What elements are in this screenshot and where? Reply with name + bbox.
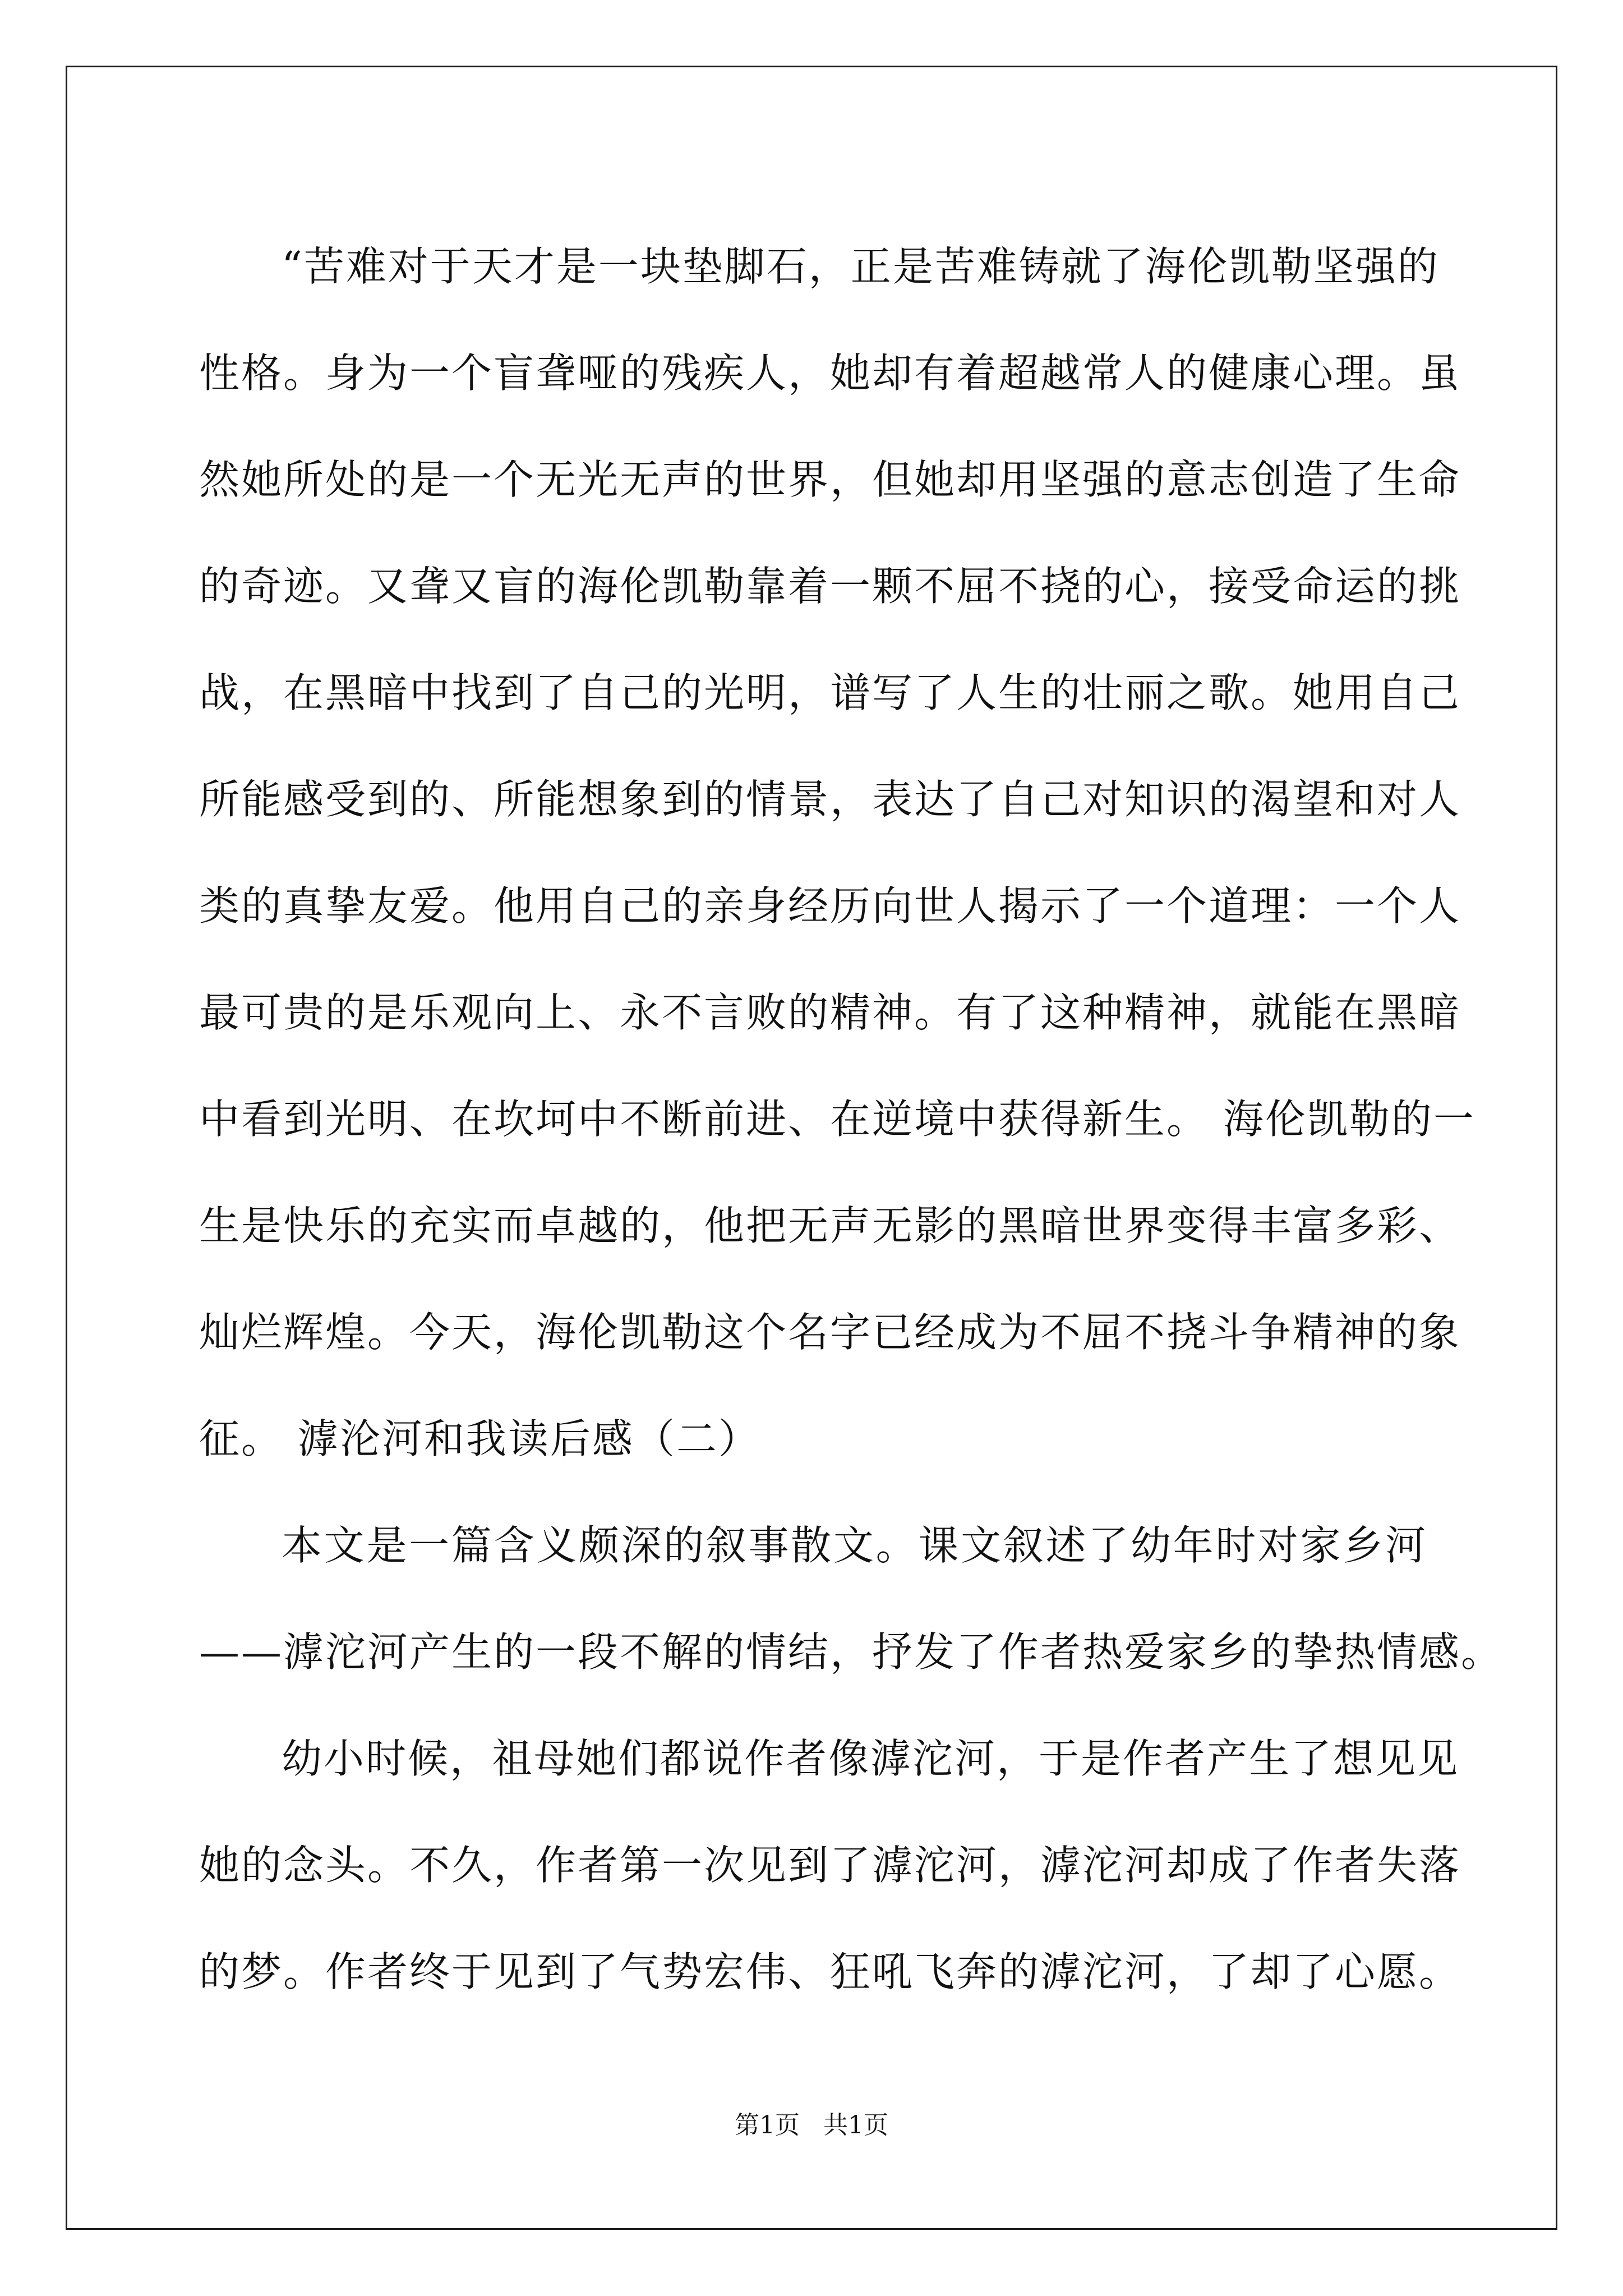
text-line: 中看到光明、在坎坷中不断前进、在逆境中获得新生。 海伦凯勒的一: [199, 1096, 1476, 1143]
text-line: 生是快乐的充实而卓越的，他把无声无影的黑暗世界变得丰富多彩、: [199, 1202, 1461, 1249]
text-line: 幼小时候，祖母她们都说作者像滹沱河，于是作者产生了想见见: [282, 1735, 1460, 1782]
text-line: 的奇迹。又聋又盲的海伦凯勒靠着一颗不屈不挠的心，接受命运的挑: [199, 563, 1461, 610]
text-line: 她的念头。不久，作者第一次见到了滹沱河，滹沱河却成了作者失落: [199, 1842, 1461, 1889]
text-line: 然她所处的是一个无光无声的世界，但她却用坚强的意志创造了生命: [199, 456, 1461, 503]
text-line: 灿烂辉煌。今天，海伦凯勒这个名字已经成为不屈不挠斗争精神的象: [199, 1309, 1461, 1356]
text-line: 最可贵的是乐观向上、永不言败的精神。有了这种精神，就能在黑暗: [199, 989, 1461, 1036]
text-line: 类的真挚友爱。他用自己的亲身经历向世人揭示了一个道理：一个人: [199, 882, 1461, 930]
page-footer: 第1页 共1页: [735, 2111, 888, 2139]
text-line: 的梦。作者终于见到了气势宏伟、狂吼飞奔的滹沱河，了却了心愿。: [199, 1948, 1461, 1995]
text-line: “苦难对于天才是一块垫脚石，正是苦难铸就了海伦凯勒坚强的: [282, 243, 1440, 290]
text-line: 本文是一篇含义颇深的叙事散文。课文叙述了幼年时对家乡河: [282, 1522, 1427, 1569]
text-line: 性格。身为一个盲聋哑的残疾人，她却有着超越常人的健康心理。虽: [199, 349, 1461, 397]
text-line: 所能感受到的、所能想象到的情景，表达了自己对知识的渴望和对人: [199, 776, 1461, 823]
text-line: 战，在黑暗中找到了自己的光明，谱写了人生的壮丽之歌。她用自己: [199, 669, 1461, 716]
document-body: [199, 213, 1504, 2025]
text-line: 征。 滹沦河和我读后感（二）: [199, 1415, 760, 1462]
text-line: ——滹沱河产生的一段不解的情结，抒发了作者热爱家乡的挚热情感。: [199, 1628, 1504, 1676]
